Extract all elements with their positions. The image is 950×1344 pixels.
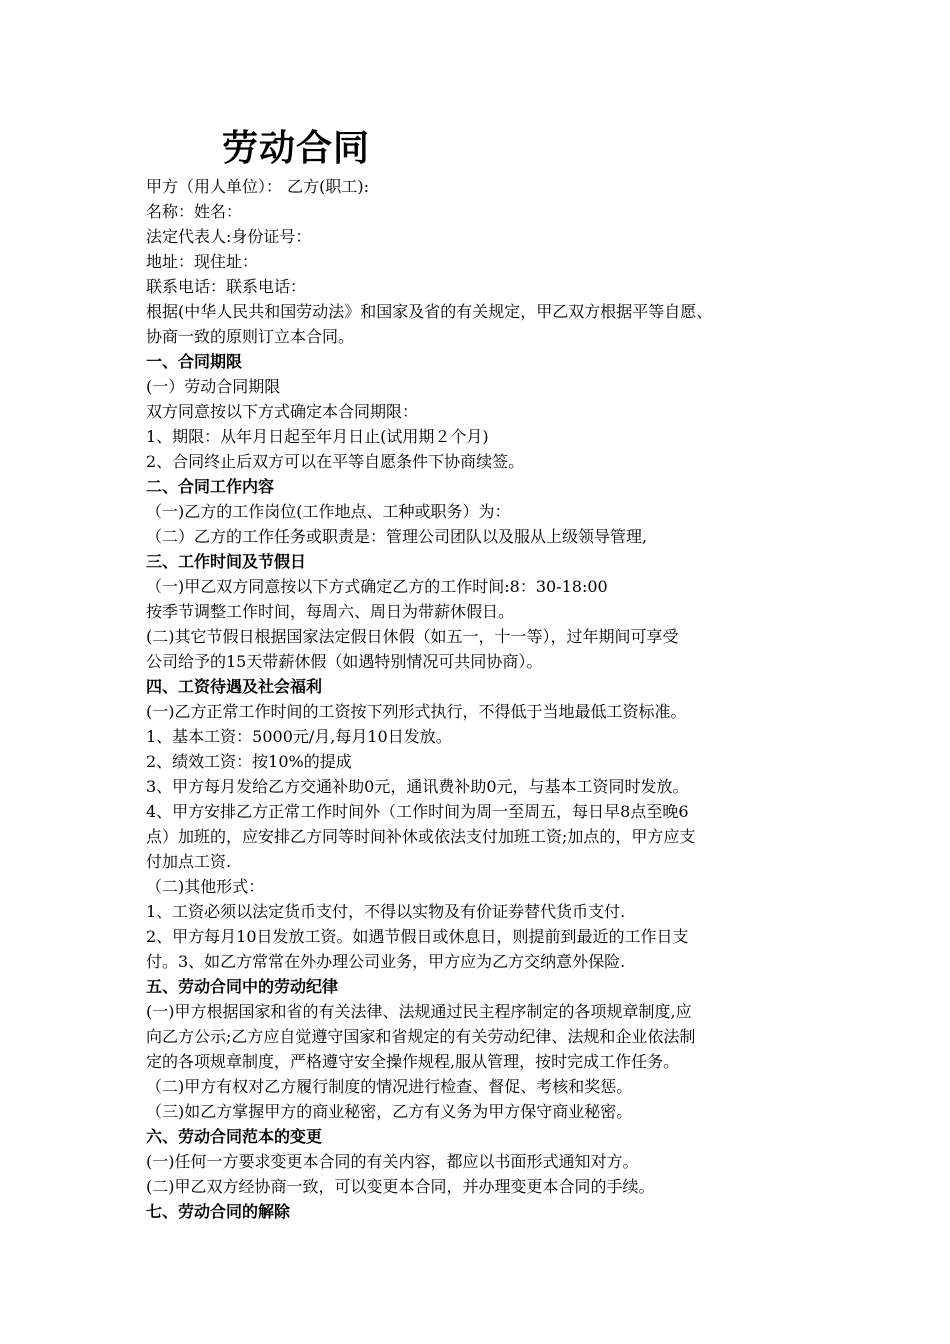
text-line: (一)乙方正常工作时间的工资按下列形式执行，不得低于当地最低工资标准。 (146, 702, 687, 721)
text-line: 名称：姓名： (146, 202, 243, 221)
text-line: 1、工资必须以法定货币支付，不得以实物及有价证券替代货币支付. (146, 902, 626, 921)
text-line: 协商一致的原则订立本合同。 (146, 327, 355, 346)
section-heading: 一、合同期限 (146, 352, 243, 371)
text-line: （二)其他形式： (146, 877, 265, 896)
section-heading: 三、工作时间及节假日 (146, 552, 307, 571)
text-line: (一）劳动合同期限 (146, 377, 281, 396)
text-line: 付加点工资. (146, 852, 232, 871)
text-line: （一)乙方的工作岗位(工作地点、工种或职务）为： (146, 502, 511, 521)
section-heading: 五、劳动合同中的劳动纪律 (146, 977, 339, 996)
section-heading: 四、工资待遇及社会福利 (146, 677, 323, 696)
section-heading: 六、劳动合同范本的变更 (146, 1127, 323, 1146)
text-line: 公司给予的15天带薪休假（如遇特别情况可共同协商）。 (146, 652, 543, 671)
text-line: (二)甲乙双方经协商一致，可以变更本合同，并办理变更本合同的手续。 (146, 1177, 655, 1196)
text-line: 2、合同终止后双方可以在平等自愿条件下协商续签。 (146, 452, 525, 471)
text-line: 定的各项规章制度，严格遵守安全操作规程,服从管理，按时完成工作任务。 (146, 1052, 680, 1071)
text-line: 点）加班的，应安排乙方同等时间补休或依法支付加班工资;加点的，甲方应支 (146, 827, 696, 846)
text-line: （三)如乙方掌握甲方的商业秘密，乙方有义务为甲方保守商业秘密。 (146, 1102, 633, 1121)
text-line: 付。3、如乙方常常在外办理公司业务，甲方应为乙方交纳意外保险. (146, 952, 626, 971)
text-line: 根据(中华人民共和国劳动法》和国家及省的有关规定，甲乙双方根据平等自愿、 (146, 302, 713, 321)
text-line: 3、甲方每月发给乙方交通补助0元，通讯费补助0元，与基本工资同时发放。 (146, 777, 689, 796)
text-line: (一)甲方根据国家和省的有关法律、法规通过民主程序制定的各项规章制度,应 (146, 1002, 692, 1021)
text-line: 按季节调整工作时间，每周六、周日为带薪休假日。 (146, 602, 515, 621)
document-body (146, 174, 826, 1224)
section-heading: 七、劳动合同的解除 (146, 1202, 291, 1221)
text-line: 向乙方公示;乙方应自觉遵守国家和省规定的有关劳动纪律、法规和企业依法制 (146, 1027, 696, 1046)
text-line: 2、绩效工资：按10%的提成 (146, 752, 352, 771)
text-line: （二）乙方的工作任务或职责是：管理公司团队以及服从上级领导管理, (146, 527, 648, 546)
text-line: 甲方（用人单位）： 乙方(职工): (146, 177, 369, 196)
text-line: (一)任何一方要求变更本合同的有关内容，都应以书面形式通知对方。 (146, 1152, 639, 1171)
text-line: 联系电话：联系电话： (146, 277, 307, 296)
text-line: 法定代表人:身份证号： (146, 227, 312, 246)
text-line: (二)其它节假日根据国家法定假日休假（如五一，十一等），过年期间可享受 (146, 627, 679, 646)
text-line: 地址：现住址： (146, 252, 259, 271)
text-line: 4、甲方安排乙方正常工作时间外（工作时间为周一至周五，每日早8点至晚6 (146, 802, 689, 821)
text-line: 1、基本工资：5000元/月,每月10日发放。 (146, 727, 452, 746)
text-line: （一)甲乙双方同意按以下方式确定乙方的工作时间:8：30-18:00 (146, 577, 608, 596)
text-line: 1、期限：从年月日起至年月日止(试用期２个月) (146, 427, 489, 446)
document-title: 劳动合同 (222, 128, 371, 169)
text-line: （二)甲方有权对乙方履行制度的情况进行检查、督促、考核和奖惩。 (146, 1077, 633, 1096)
text-line: 双方同意按以下方式确定本合同期限： (146, 402, 419, 421)
text-line: 2、甲方每月10日发放工资。如遇节假日或休息日，则提前到最近的工作日支 (146, 927, 689, 946)
section-heading: 二、合同工作内容 (146, 477, 275, 496)
